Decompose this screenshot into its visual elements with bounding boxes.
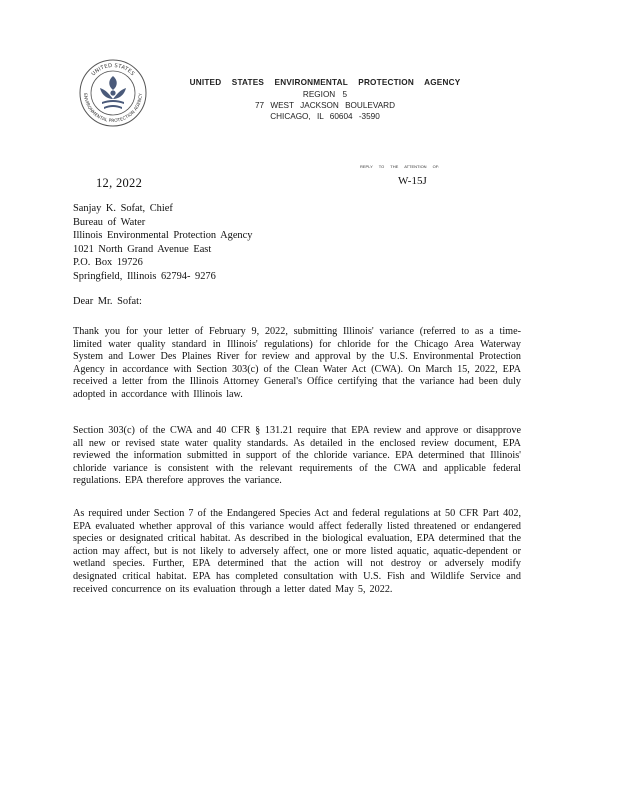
recipient-bureau: Bureau of Water xyxy=(73,216,146,228)
body-paragraph-1: Thank you for your letter of February 9, 2022, submitting Illinois' variance (referred to as a time-limited water quality standard in Illinois' regulations) for chloride for the Chicago Area Waterway System and Lower Des Plaines River for review and approval by the U.S. Environmental Protection Agency in accordance with Section 303(c) of the Clean Water Act (CWA). On March 15, 2022, EPA received a letter from the Illinois Attorney General's Office certifying that the variance had been duly adopted in accordance with Illinois law. xyxy=(73,326,521,400)
recipient-address xyxy=(73,202,252,284)
body-paragraph-2: Section 303(c) of the CWA and 40 CFR § 131.21 require that EPA review and approve or disapprove all new or revised state water quality standards. As detailed in the enclosed review document, EPA reviewed the information submitted in support of the chloride variance. EPA determined that Illinois' chloride variance is consistent with the relevant requirements of the CWA and applicable federal regulations. EPA therefore approves the variance. xyxy=(73,425,521,487)
recipient-street: 1021 North Grand Avenue East xyxy=(73,243,212,255)
recipient-agency: Illinois Environmental Protection Agency xyxy=(73,230,253,242)
seal-bottom-text: ENVIRONMENTAL PROTECTION AGENCY xyxy=(81,93,145,125)
recipient-po-box: P.O. Box 19726 xyxy=(73,257,143,269)
salutation: Dear Mr. Sofat: xyxy=(73,296,142,307)
mail-code: W-15J xyxy=(398,175,427,187)
recipient-city: Springfield, Illinois 62794- 9276 xyxy=(73,270,216,282)
seal-top-text: UNITED STATES xyxy=(90,62,136,78)
epa-seal-icon xyxy=(78,58,148,128)
city-address: CHICAGO, IL 60604 -3590 xyxy=(270,112,380,121)
region-label: REGION 5 xyxy=(302,90,348,99)
agency-name: UNITED STATES ENVIRONMENTAL PROTECTION AGENCY xyxy=(189,78,461,87)
reply-to-line: REPLY TO THE ATTENTION OF: xyxy=(360,164,440,169)
svg-text:UNITED STATES xyxy=(91,63,136,77)
letter-date: 12, 2022 xyxy=(96,176,143,190)
body-paragraph-3: As required under Section 7 of the Endangered Species Act and federal regulations at 50 CFR Part 402, EPA evaluated whether approval of this variance would affect federally listed threatened or endangered species or designated critical habitat. As described in the biological evaluation, EPA determined that the action may affect, but is not likely to adversely affect, one or more listed aquatic, aquatic-dependent or wetland species. Further, EPA determined that the action will not destroy or adversely modify designated critical habitat. EPA has completed consultation with U.S. Fish and Wildlife Service and received concurrence on its evaluation through a letter dated May 5, 2022. xyxy=(73,508,521,595)
recipient-name: Sanjay K. Sofat, Chief xyxy=(73,203,173,214)
street-address: 77 WEST JACKSON BOULEVARD xyxy=(254,101,395,110)
